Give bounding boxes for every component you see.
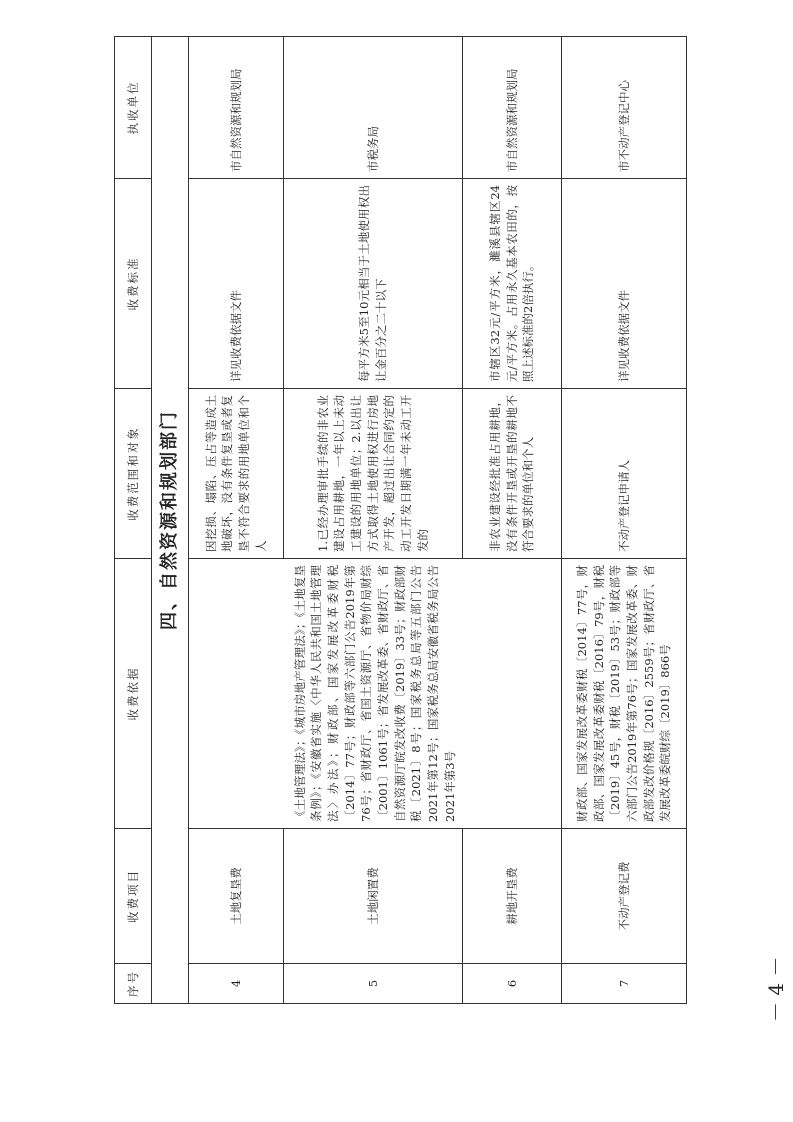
header-standard: 收费标准 <box>115 179 152 389</box>
cell-item: 土地复垦费 <box>189 829 284 964</box>
page-number: － 4 － <box>764 956 788 1022</box>
table-row <box>189 37 284 1004</box>
section-title: 四、自然资源和规划部门 <box>152 37 189 1004</box>
table-row <box>562 37 687 1004</box>
cell-item: 土地闲置费 <box>284 829 463 964</box>
cell-item: 耕地开垦费 <box>463 829 562 964</box>
cell-seq: 6 <box>463 964 562 1004</box>
cell-scope: 1.已经办理审批手续的非农业建设占用耕地，一年以上未动工建设的用地单位；2.以出让方式取得土地使用权进行房地产开发，超过出让合同约定的动工开发日期满一年未动工开发的 <box>284 389 463 559</box>
header-scope: 收费范围和对象 <box>115 389 152 559</box>
table-row <box>463 37 562 1004</box>
cell-unit: 市自然资源和规划局 <box>189 37 284 179</box>
cell-scope: 因挖损、塌陷、压占等造成土地破坏，没有条件复垦或者复垦不符合要求的用地单位和个人 <box>189 389 284 559</box>
header-unit: 执收单位 <box>115 37 152 179</box>
cell-seq: 5 <box>284 964 463 1004</box>
cell-basis: 财政部、国家发展改革委财税〔2014〕77号，财政部、国家发展改革委财税〔2016〕79号，财税〔2019〕45号，财税〔2019〕53号；财政部等六部门公告2019年第76号；国家发展改革委、财政部发改价格规〔2016〕2559号；省财政厅、省发展改革委皖财综〔2019〕866号 <box>562 559 687 829</box>
header-seq: 序号 <box>115 964 152 1004</box>
cell-item: 不动产登记费 <box>562 829 687 964</box>
table-row <box>284 37 463 1004</box>
cell-standard: 详见收费依据文件 <box>562 179 687 389</box>
cell-standard: 详见收费依据文件 <box>189 179 284 389</box>
cell-seq: 7 <box>562 964 687 1004</box>
cell-standard: 每平方米5至10元相当于土地使用权出让金百分之二十以下 <box>284 179 463 389</box>
cell-standard: 市辖区32元/平方米，濉溪县辖区24元/平方米。占用永久基本农田的，按照上述标准的2倍执行。 <box>463 179 562 389</box>
cell-unit: 市税务局 <box>284 37 463 179</box>
cell-scope: 非农业建设经批准占用耕地，没有条件开垦或开垦的耕地不符合要求的单位和个人 <box>463 389 562 559</box>
cell-unit: 市不动产登记中心 <box>562 37 687 179</box>
cell-scope: 不动产登记申请人 <box>562 389 687 559</box>
cell-unit: 市自然资源和规划局 <box>463 37 562 179</box>
header-item: 收费项目 <box>115 829 152 964</box>
cell-basis: 《土地管理法》；《城市房地产管理法》；《土地复垦条例》；《安徽省实施〈中华人民共和国土地管理法〉办法》；财政部、国家发展改革委财税〔2014〕77号；财政部等六部门公告2019年第76号；省财政厅、省国土资源厅、省物价局财综〔2001〕1061号；省发展改革委、省财政厅、省自然资源厅皖发改收费〔2019〕33号；财政部财税〔2021〕8号；国家税务总局等五部门公告2021年第12号；国家税务总局安徽省税务局公告2021年第3号 <box>189 559 562 829</box>
cell-seq: 4 <box>189 964 284 1004</box>
section-row <box>152 37 189 1004</box>
table-header-row <box>115 37 152 1004</box>
header-basis: 收费依据 <box>115 559 152 829</box>
fee-table <box>114 36 687 1004</box>
